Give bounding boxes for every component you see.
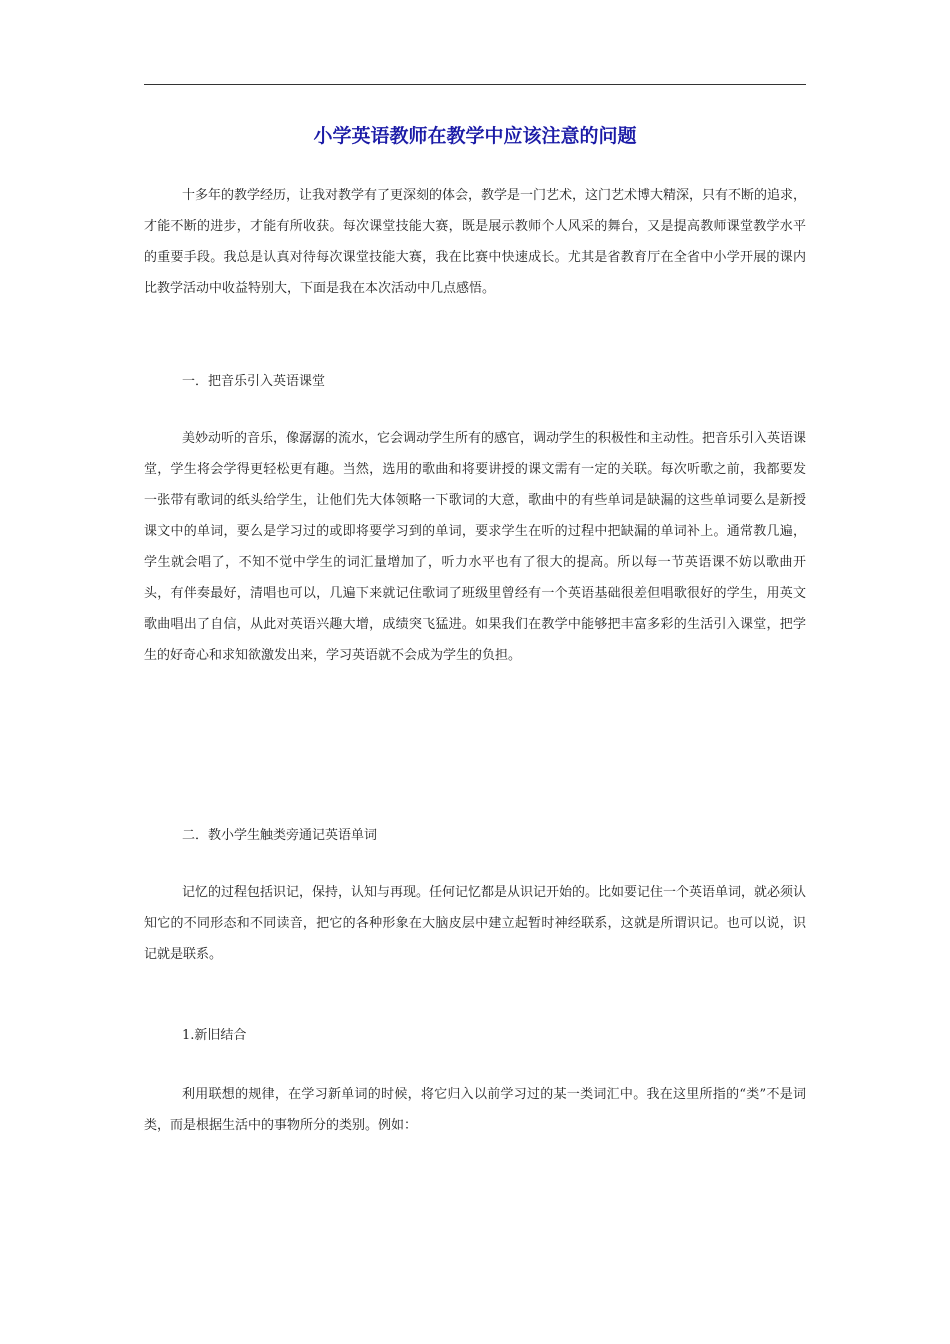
intro-paragraph: 十多年的教学经历，让我对教学有了更深刻的体会，教学是一门艺术，这门艺术博大精深，只有不断的追求，才能不断的进步，才能有所收获。每次课堂技能大赛，既是展示教师个人风采的舞台，又是提高教师课堂教学水平的重要手段。我总是认真对待每次课堂技能大赛，我在比赛中快速成长。尤其是省教育厅在全省中小学开展的课内比教学活动中收益特别大，下面是我在本次活动中几点感悟。: [144, 188, 807, 296]
section-1-paragraph: 美妙动听的音乐，像潺潺的流水，它会调动学生所有的感官，调动学生的积极性和主动性。把音乐引入英语课堂，学生将会学得更轻松更有趣。当然，选用的歌曲和将要讲授的课文需有一定的关联。每次听歌之前，我都要发一张带有歌词的纸头给学生，让他们先大体领略一下歌词的大意，歌曲中的有些单词是缺漏的这些单词要么是新授课文中的单词，要么是学习过的或即将要学习到的单词，要求学生在听的过程中把缺漏的单词补上。通常教几遍，学生就会唱了，不知不觉中学生的词汇量增加了，听力水平也有了很大的提高。所以每一节英语课不妨以歌曲开头，有伴奏最好，清唱也可以，几遍下来就记住歌词了班级里曾经有一个英语基础很差但唱歌很好的学生，用英文歌曲唱出了自信，从此对英语兴趣大增，成绩突飞猛进。如果我们在教学中能够把丰富多彩的生活引入课堂，把学生的好奇心和求知欲激发出来，学习英语就不会成为学生的负担。: [144, 431, 807, 663]
section-1-heading: 一．把音乐引入英语课堂: [182, 374, 326, 389]
subsection-1-paragraph: 利用联想的规律，在学习新单词的时候，将它归入以前学习过的某一类词汇中。我在这里所指的“类”不是词类，而是根据生活中的事物所分的类别。例如：: [144, 1087, 806, 1133]
subsection-1-heading: 1.新旧结合: [182, 1028, 247, 1043]
section-2-paragraph: 记忆的过程包括识记，保持，认知与再现。任何记忆都是从识记开始的。比如要记住一个英语单词，就必须认知它的不同形态和不同读音，把它的各种形象在大脑皮层中建立起暂时神经联系，这就是所谓识记。也可以说，识记就是联系。: [144, 885, 807, 962]
top-divider: [144, 84, 806, 85]
section-2-heading: 二．教小学生触类旁通记英语单词: [182, 828, 378, 843]
document-title: 小学英语教师在教学中应该注意的问题: [313, 125, 637, 147]
